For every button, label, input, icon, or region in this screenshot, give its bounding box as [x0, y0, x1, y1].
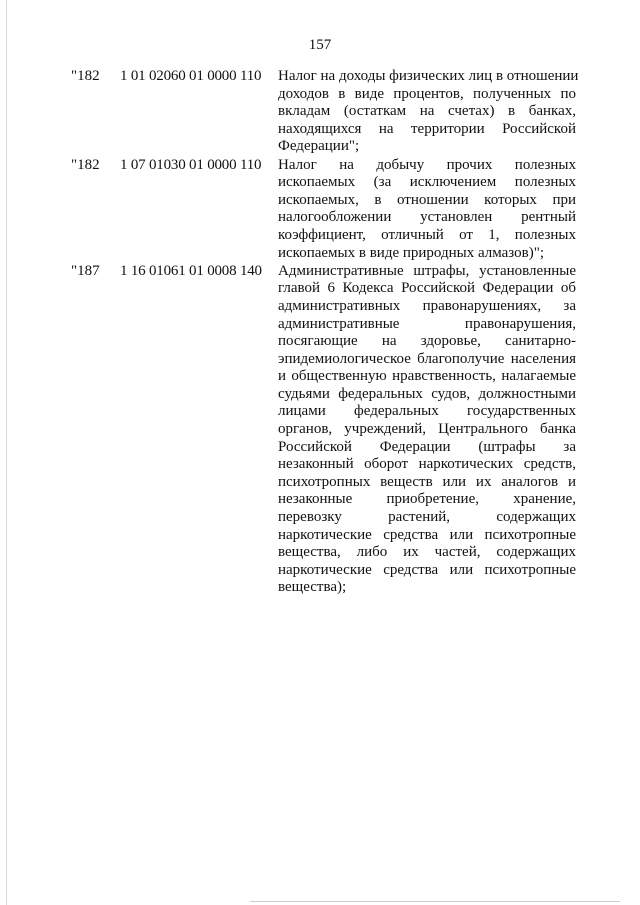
- description-line: незаконные приобретение, хранение,: [278, 491, 576, 508]
- scan-bottom-edge: [250, 901, 620, 902]
- entry-description: [278, 157, 576, 263]
- entry-description: [278, 263, 576, 597]
- administrator-code: "182: [71, 68, 100, 84]
- budget-code-list: [71, 68, 591, 597]
- description-line: Административные штрафы, установленные: [278, 262, 576, 279]
- budget-classification-code: 1 07 01030 01 0000 110: [120, 156, 262, 173]
- description-line: доходов в виде процентов, полученных по: [278, 85, 576, 102]
- description-line: посягающие на здоровье, санитарно-: [278, 333, 576, 350]
- description-line: административных правонарушениях, за: [278, 297, 576, 314]
- description-line: Налог на добычу прочих полезных: [278, 156, 576, 173]
- description-line: наркотические средства или психотропные: [278, 526, 576, 543]
- description-line: эпидемиологическое благополучие населения: [278, 350, 576, 367]
- description-line: вещества, либо их частей, содержащих: [278, 544, 576, 561]
- description-line: ископаемых в виде природных алмазов)";: [278, 244, 544, 261]
- description-line: ископаемых (за исключением полезных: [278, 174, 576, 191]
- scan-left-edge: [6, 0, 7, 905]
- description-line: органов, учреждений, Центрального банка: [278, 421, 576, 438]
- description-line: психотропных веществ или их аналогов и: [278, 473, 576, 490]
- description-line: Федерации";: [278, 138, 360, 155]
- description-line: лицами федеральных государственных: [278, 403, 576, 420]
- administrator-code: "187: [71, 262, 100, 279]
- description-line: находящихся на территории Российской: [278, 120, 576, 137]
- description-line: судьями федеральных судов, должностными: [278, 385, 576, 402]
- description-line: вкладам (остаткам на счетах) в банках,: [278, 103, 576, 120]
- description-line: административные правонарушения,: [278, 315, 576, 332]
- page-number: 157: [308, 37, 332, 53]
- description-line: перевозку растений, содержащих: [278, 509, 576, 526]
- administrator-code: "182: [71, 156, 100, 173]
- description-line: главой 6 Кодекса Российской Федерации об: [278, 280, 576, 297]
- description-line: и общественную нравственность, налагаемые: [278, 368, 576, 385]
- budget-code-entry: [71, 157, 591, 263]
- budget-code-entry: [71, 68, 591, 156]
- description-line: наркотические средства или психотропные: [278, 561, 576, 578]
- description-line: ископаемых, в отношении которых при: [278, 191, 576, 208]
- budget-code-entry: [71, 263, 591, 597]
- description-line: коэффициент, отличный от 1, полезных: [278, 226, 576, 243]
- description-line: налогообложении установлен рентный: [278, 209, 576, 226]
- description-line: незаконный оборот наркотических средств,: [278, 456, 576, 473]
- description-line: вещества);: [278, 579, 347, 596]
- description-line: Налог на доходы физических лиц в отношении: [278, 68, 579, 84]
- entry-description: [278, 68, 579, 156]
- budget-classification-code: 1 01 02060 01 0000 110: [120, 68, 262, 84]
- description-line: Российской Федерации (штрафы за: [278, 438, 576, 455]
- budget-classification-code: 1 16 01061 01 0008 140: [120, 262, 262, 279]
